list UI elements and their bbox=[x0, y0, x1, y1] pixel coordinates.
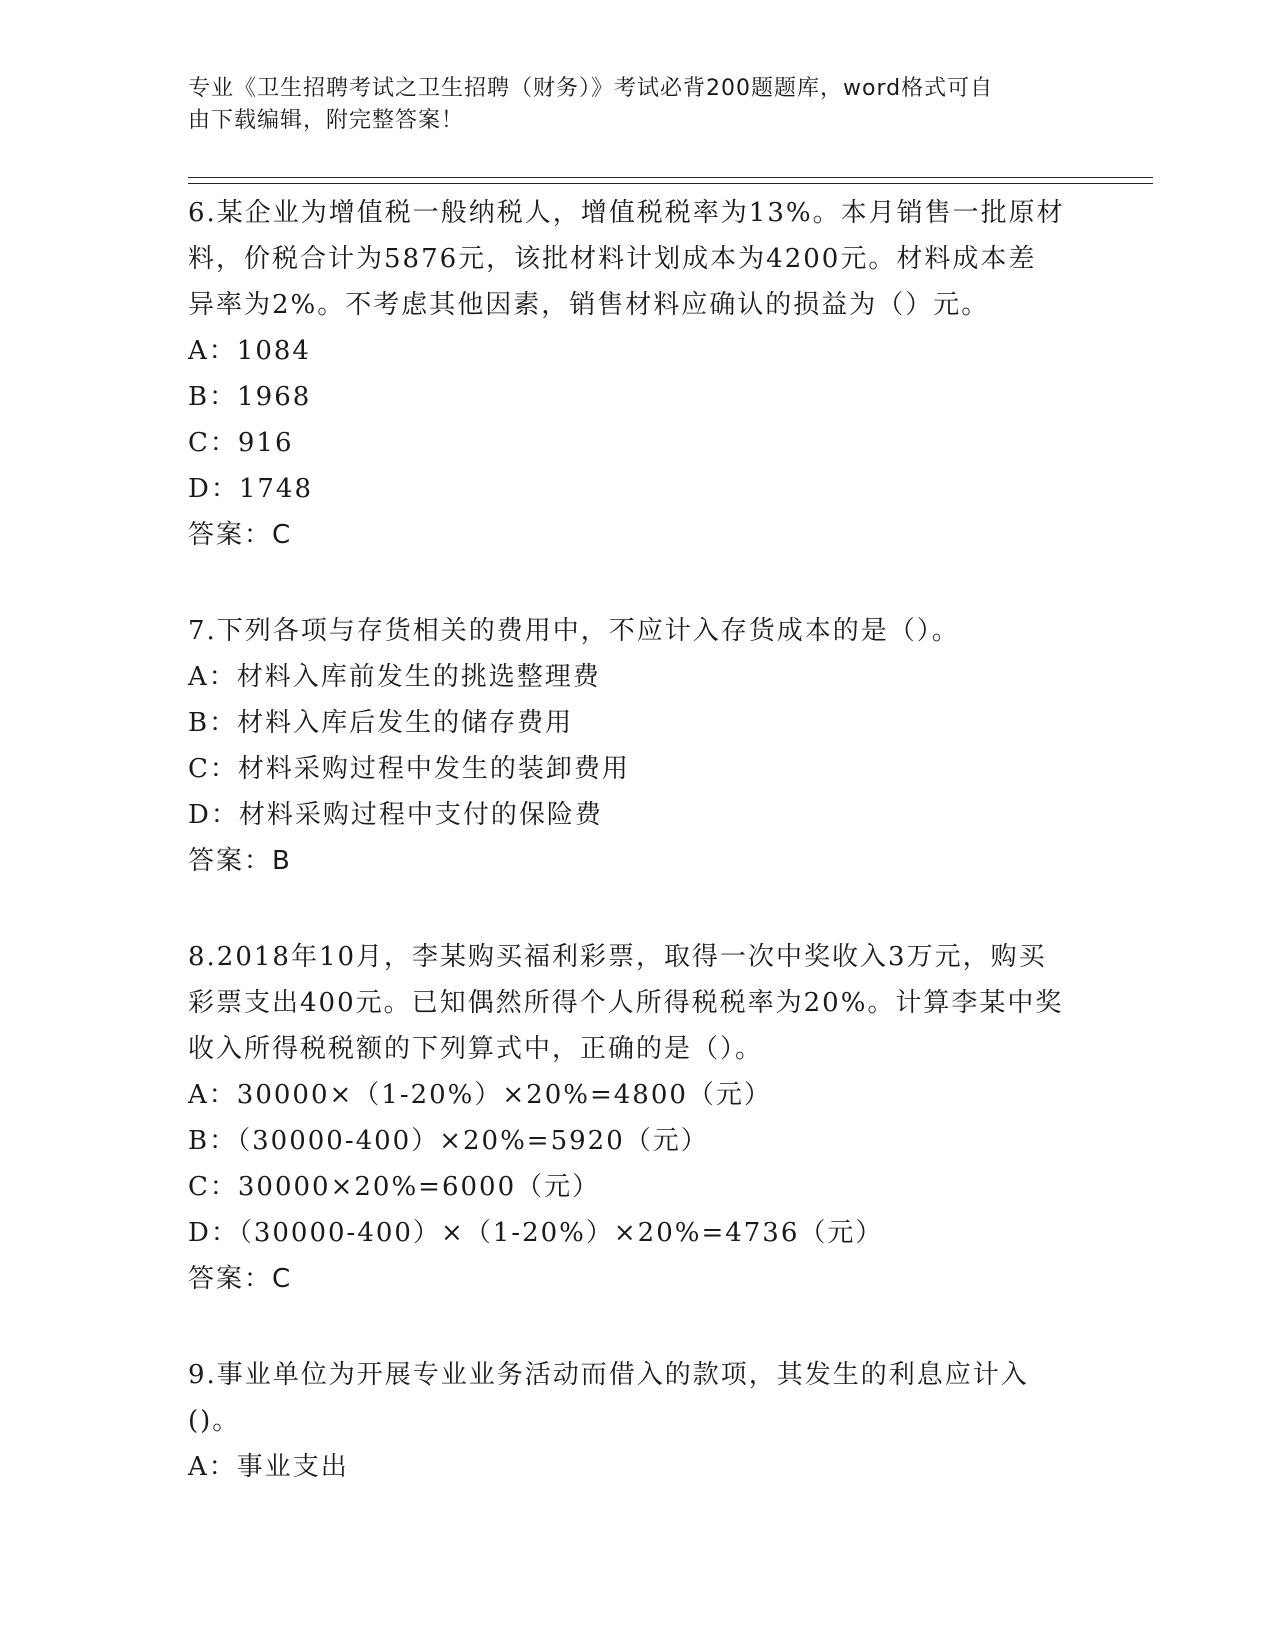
header-line-2: 由下载编辑，附完整答案！ bbox=[188, 108, 465, 133]
question-7 bbox=[188, 608, 1088, 884]
question-line: 9.事业单位为开展专业业务活动而借入的款项，其发生的利息应计入 bbox=[188, 1360, 1029, 1390]
question-line: 7.下列各项与存货相关的费用中，不应计入存货成本的是（）。 bbox=[188, 616, 960, 646]
question-text bbox=[188, 190, 1088, 328]
question-line: 收入所得税税额的下列算式中，正确的是（）。 bbox=[188, 1034, 764, 1064]
option-c: C：30000×20%=6000（元） bbox=[188, 1172, 601, 1202]
option-b: B：（30000-400）×20%=5920（元） bbox=[188, 1126, 709, 1156]
question-8 bbox=[188, 934, 1088, 1302]
option-c: C：材料采购过程中发生的装卸费用 bbox=[188, 754, 630, 784]
header-line-1: 专业《卫生招聘考试之卫生招聘（财务）》考试必背200题题库，word格式可自 bbox=[188, 76, 994, 101]
question-spacer bbox=[188, 884, 1088, 934]
option-a: A：事业支出 bbox=[188, 1452, 349, 1482]
option-b: B：材料入库后发生的储存费用 bbox=[188, 708, 574, 738]
question-list bbox=[188, 190, 1088, 1490]
question-6 bbox=[188, 190, 1088, 558]
header-divider-top bbox=[188, 177, 1153, 178]
option-a: A：材料入库前发生的挑选整理费 bbox=[188, 662, 601, 692]
question-text bbox=[188, 608, 1088, 654]
question-text bbox=[188, 1352, 1088, 1444]
answer: 答案：C bbox=[188, 1264, 293, 1294]
answer: 答案：B bbox=[188, 846, 292, 876]
question-line: 异率为2%。不考虑其他因素，销售材料应确认的损益为（）元。 bbox=[188, 290, 990, 320]
header-divider-bottom bbox=[188, 183, 1153, 184]
option-d: D：1748 bbox=[188, 474, 314, 504]
document-header bbox=[188, 73, 1088, 137]
question-line: ()。 bbox=[188, 1406, 241, 1436]
question-spacer bbox=[188, 558, 1088, 608]
option-a: A：1084 bbox=[188, 336, 311, 366]
question-spacer bbox=[188, 1302, 1088, 1352]
option-a: A：30000×（1-20%）×20%=4800（元） bbox=[188, 1080, 772, 1110]
answer: 答案：C bbox=[188, 520, 293, 550]
question-line: 彩票支出400元。已知偶然所得个人所得税税率为20%。计算李某中奖 bbox=[188, 988, 1064, 1018]
question-line: 8.2018年10月，李某购买福利彩票，取得一次中奖收入3万元，购买 bbox=[188, 942, 1047, 972]
option-d: D：材料采购过程中支付的保险费 bbox=[188, 800, 603, 830]
option-d: D：（30000-400）×（1-20%）×20%=4736（元） bbox=[188, 1218, 884, 1248]
option-b: B：1968 bbox=[188, 382, 312, 412]
question-text bbox=[188, 934, 1088, 1072]
question-line: 6.某企业为增值税一般纳税人，增值税税率为13%。本月销售一批原材 bbox=[188, 198, 1065, 228]
question-9 bbox=[188, 1352, 1088, 1490]
question-line: 料，价税合计为5876元，该批材料计划成本为4200元。材料成本差 bbox=[188, 244, 1037, 274]
option-c: C：916 bbox=[188, 428, 294, 458]
